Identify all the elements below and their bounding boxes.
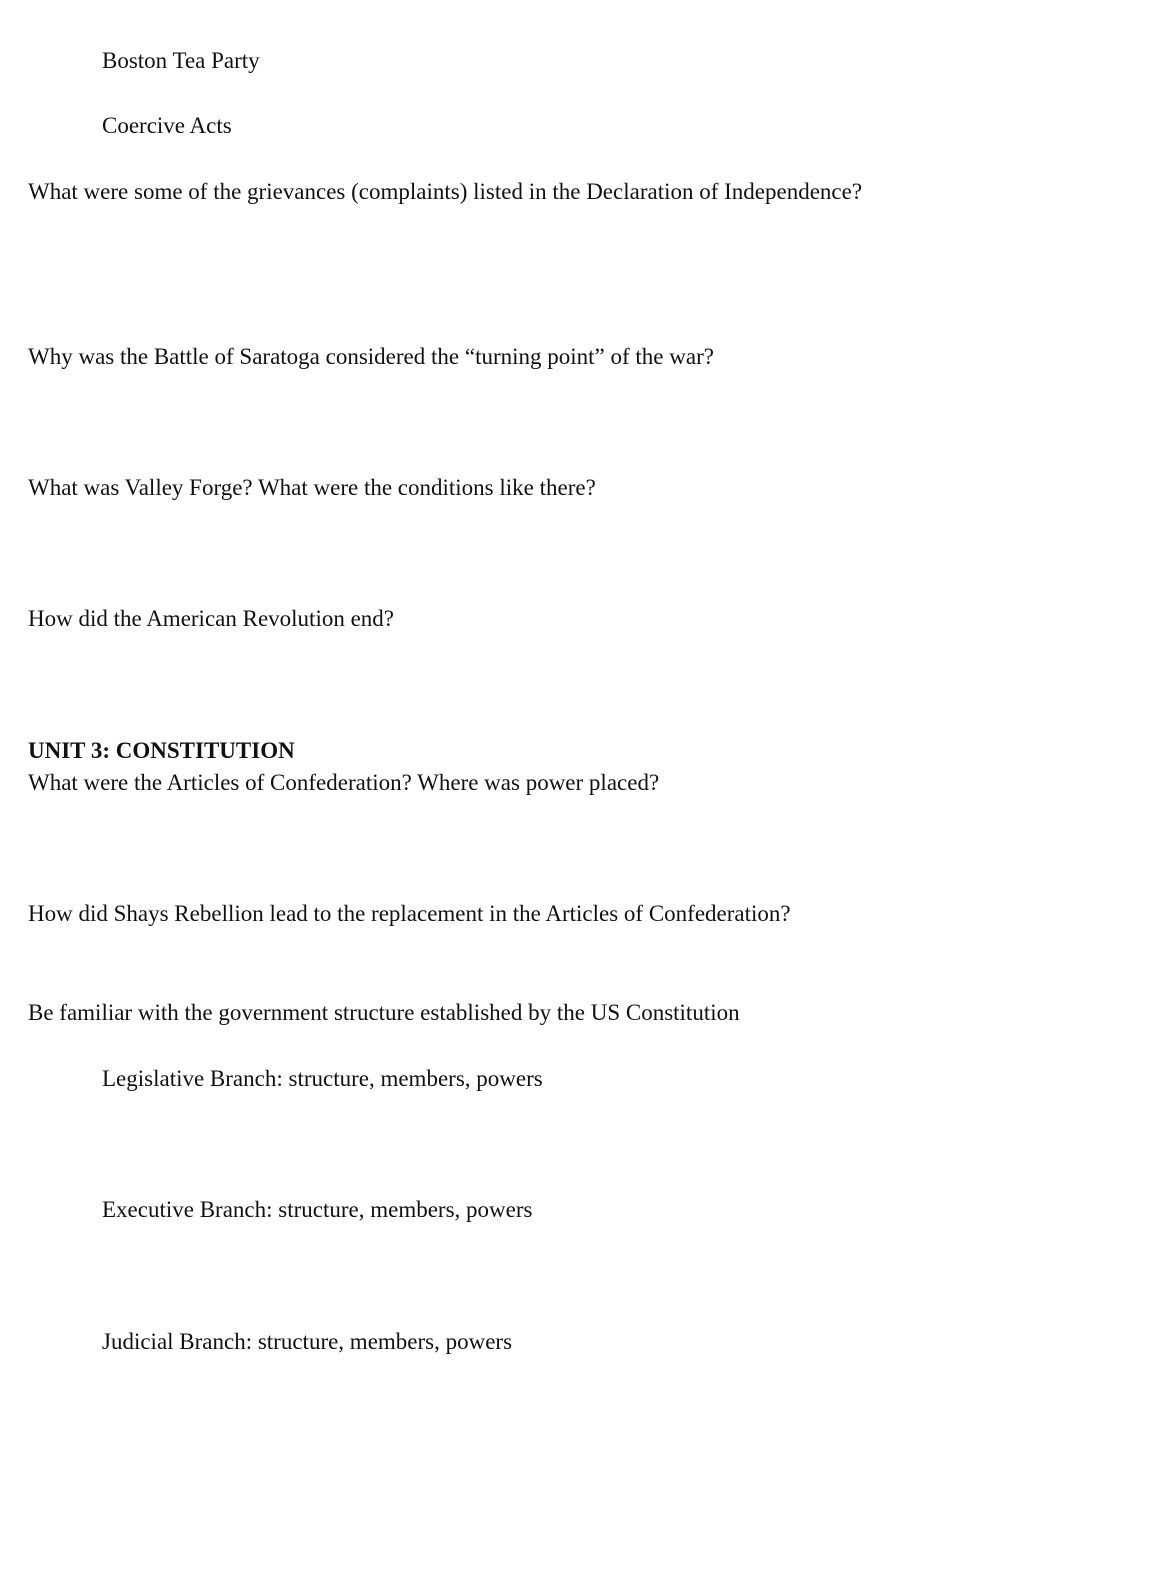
- term-coercive-acts: Coercive Acts: [102, 113, 232, 138]
- question-revolution-end: How did the American Revolution end?: [28, 606, 395, 631]
- unit3-heading: UNIT 3: CONSTITUTION: [28, 738, 295, 763]
- branch-judicial: Judicial Branch: structure, members, powers: [102, 1329, 513, 1354]
- branch-executive: Executive Branch: structure, members, powers: [102, 1197, 533, 1222]
- instruction-government-structure: Be familiar with the government structure established by the US Constitution: [28, 1000, 740, 1025]
- question-shays-rebellion: How did Shays Rebellion lead to the replacement in the Articles of Confederation?: [28, 901, 791, 926]
- question-articles: What were the Articles of Confederation? Where was power placed?: [28, 770, 660, 795]
- branch-legislative: Legislative Branch: structure, members, powers: [102, 1066, 543, 1091]
- question-grievances: What were some of the grievances (complaints) listed in the Declaration of Independence?: [28, 179, 863, 204]
- question-saratoga: Why was the Battle of Saratoga considered the “turning point” of the war?: [28, 344, 714, 369]
- term-boston-tea-party: Boston Tea Party: [102, 48, 260, 73]
- question-valley-forge: What was Valley Forge? What were the conditions like there?: [28, 475, 596, 500]
